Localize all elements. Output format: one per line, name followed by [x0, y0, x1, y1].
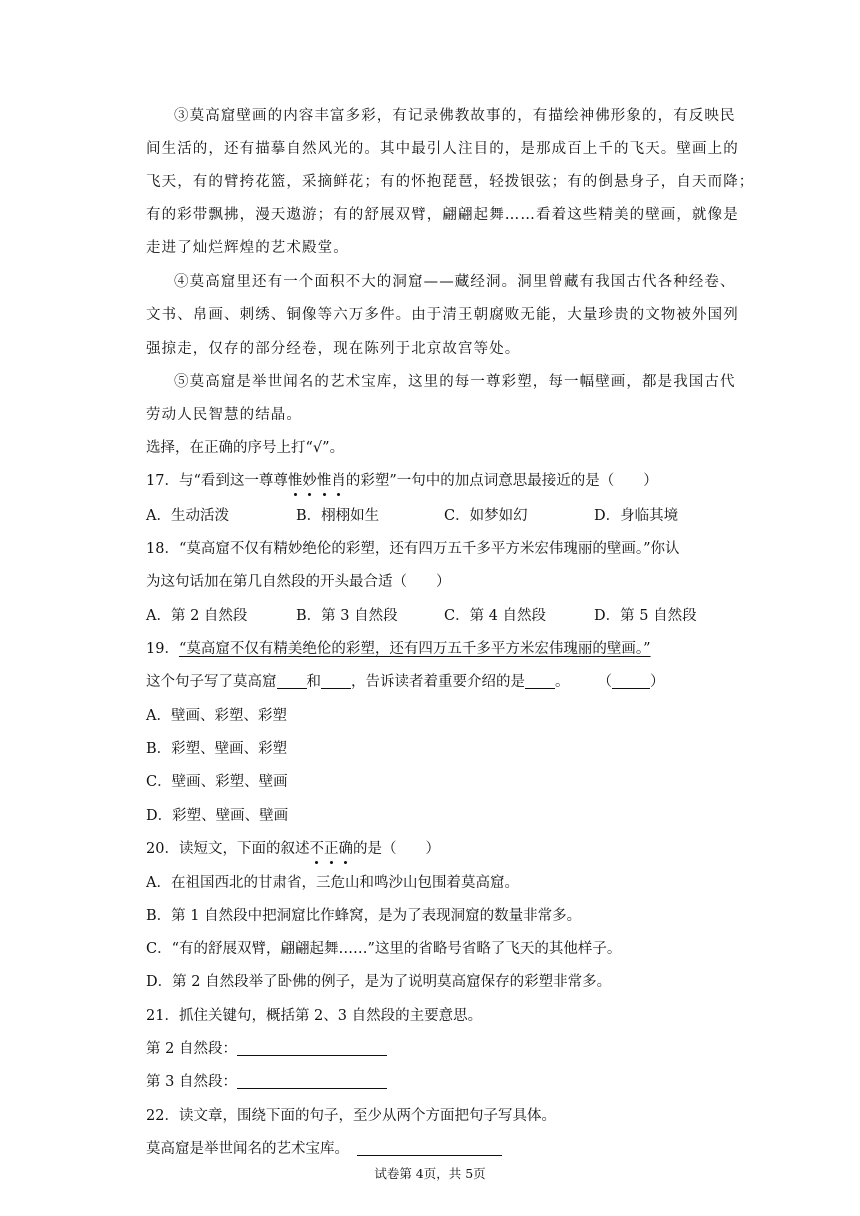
question-text: 和 — [306, 674, 321, 690]
field-label: 第 3 自然段： — [146, 1074, 237, 1090]
answer-line[interactable] — [237, 1039, 387, 1056]
option-b[interactable]: B．第 3 自然段 — [296, 608, 398, 624]
question-number: 19． — [146, 641, 179, 657]
question-22: 22．读文章，围绕下面的句子，至少从两个方面把句子写具体。 — [146, 1108, 556, 1124]
option-c[interactable]: C．壁画、彩塑、壁画 — [146, 774, 288, 790]
question-text: 的彩塑”一句中的加点词意思最接近的是（ ） — [345, 473, 658, 489]
answer-line[interactable] — [237, 1072, 387, 1089]
option-d[interactable]: D．彩塑、壁画、壁画 — [146, 808, 289, 824]
underlined-sentence: “莫高窟不仅有精美绝伦的彩塑，还有四万五千多平方米宏伟瑰丽的壁画。” — [178, 641, 651, 657]
option-a[interactable]: A．第 2 自然段 — [146, 608, 248, 624]
dotted-char: 不 — [309, 841, 324, 857]
option-b[interactable]: B．第 1 自然段中把洞窟比作蜂窝，是为了表现洞窟的数量非常多。 — [146, 908, 582, 924]
passage-line: 劳动人民智慧的结晶。 — [146, 407, 302, 423]
question-17 — [146, 471, 658, 491]
passage-line: ③莫高窟壁画的内容丰富多彩，有记录佛教故事的，有描绘神佛形象的，有反映民 — [174, 108, 736, 124]
page-footer: 试卷第 4页，共 5页 — [374, 1166, 486, 1181]
question-text: 20．读短文，下面的叙述 — [146, 841, 310, 857]
option-c[interactable]: C．“有的舒展双臂，翩翩起舞……”这里的省略号省略了飞天的其他样子。 — [146, 941, 622, 957]
option-b[interactable]: B．栩栩如生 — [296, 508, 380, 524]
target-sentence: 莫高窟是举世闻名的艺术宝库。 — [146, 1141, 349, 1157]
paren-close: ） — [650, 674, 665, 690]
option-a[interactable]: A．壁画、彩塑、彩塑 — [146, 708, 287, 724]
question-21: 21．抓住关键句，概括第 2、3 自然段的主要意思。 — [146, 1008, 483, 1024]
answer-row — [146, 1072, 387, 1092]
answer-blank[interactable] — [612, 672, 650, 689]
answer-line[interactable] — [357, 1139, 502, 1156]
dotted-char: 肖 — [331, 473, 346, 489]
dotted-char: 惟 — [287, 473, 303, 489]
option-d[interactable]: D．第 5 自然段 — [594, 608, 697, 624]
answer-row — [146, 1139, 502, 1159]
answer-row — [146, 1039, 387, 1059]
option-d[interactable]: D．第 2 自然段举了卧佛的例子，是为了说明莫高窟保存的彩塑非常多。 — [146, 974, 612, 990]
question-text: 。 — [555, 674, 570, 690]
passage-line: 走进了灿烂辉煌的艺术殿堂。 — [146, 240, 349, 256]
passage-line: 有的彩带飘拂，漫天遨游；有的舒展双臂，翩翩起舞……看着这些精美的壁画，就像是 — [146, 207, 739, 223]
answer-blank[interactable] — [277, 672, 307, 689]
question-text: 这个句子写了莫高窟 — [146, 674, 277, 690]
dotted-char: 惟 — [316, 473, 332, 489]
option-b[interactable]: B．彩塑、壁画、彩塑 — [146, 741, 288, 757]
answer-blank[interactable] — [321, 672, 351, 689]
field-label: 第 2 自然段： — [146, 1041, 237, 1057]
question-19-line2 — [146, 672, 665, 692]
passage-line: ④莫高窟里还有一个面积不大的洞窟——藏经洞。洞里曾藏有我国古代各种经卷、 — [174, 274, 736, 290]
option-c[interactable]: C．第 4 自然段 — [444, 608, 547, 624]
passage-line: 强掠走，仅存的部分经卷，现在陈列于北京故宫等处。 — [146, 341, 521, 357]
option-c[interactable]: C．如梦如幻 — [444, 508, 528, 524]
passage-line: 间生活的，还有描摹自然风光的。其中最引人注目的，是那成百上千的飞天。壁画上的 — [146, 141, 739, 157]
question-18-line: 为这句话加在第几自然段的开头最合适（ ） — [146, 574, 451, 590]
option-a[interactable]: A．在祖国西北的甘肃省，三危山和鸣沙山包围着莫高窟。 — [146, 875, 519, 891]
passage-line: 飞天，有的臂挎花篮，采摘鲜花；有的怀抱琵琶，轻拨银弦；有的倒悬身子，自天而降； — [146, 174, 755, 190]
paren-open: （ — [597, 674, 612, 690]
option-d[interactable]: D．身临其境 — [594, 508, 679, 524]
passage-line: ⑤莫高窟是举世闻名的艺术宝库，这里的每一尊彩塑，每一幅壁画，都是我国古代 — [174, 374, 736, 390]
question-text: ，告诉读者着重要介绍的是 — [351, 674, 525, 690]
question-20 — [146, 839, 440, 859]
option-a[interactable]: A．生动活泼 — [146, 508, 229, 524]
dotted-char: 妙 — [302, 473, 317, 489]
question-19 — [146, 639, 651, 659]
answer-blank[interactable] — [525, 672, 555, 689]
question-text: 的是（ ） — [352, 841, 440, 857]
dotted-char: 正 — [323, 841, 339, 857]
section-instruction: 选择，在正确的序号上打“√”。 — [146, 440, 345, 456]
question-text: 17．与“看到这一尊尊 — [146, 473, 288, 489]
dotted-char: 确 — [338, 841, 353, 857]
question-18-line: 18．“莫高窟不仅有精妙绝伦的彩塑，还有四万五千多平方米宏伟瑰丽的壁画。”你认 — [146, 541, 680, 557]
passage-line: 文书、帛画、刺绣、铜像等六万多件。由于清王朝腐败无能，大量珍贵的文物被外国列 — [146, 307, 739, 323]
